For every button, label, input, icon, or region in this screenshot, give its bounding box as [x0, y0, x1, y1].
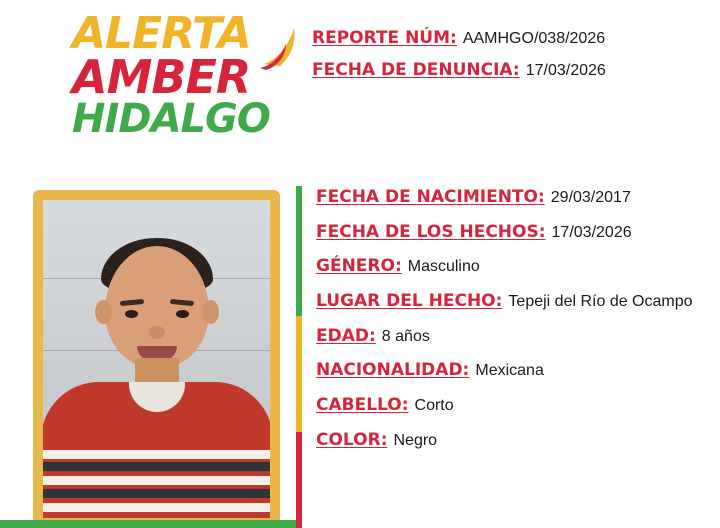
age-label: EDAD:: [316, 325, 376, 346]
report-number-row: [312, 28, 606, 48]
logo-line-alerta: ALERTA: [72, 8, 251, 59]
color-value: Negro: [393, 431, 438, 449]
report-info: [312, 28, 606, 92]
missing-person-photo: [43, 200, 270, 518]
amber-alert-logo: [72, 8, 292, 142]
details-list: [316, 188, 712, 466]
report-date-value: 17/03/2026: [525, 62, 606, 79]
photo-eye-right: [176, 310, 189, 318]
photo-ear-left: [95, 300, 112, 324]
logo-line-hidalgo: HIDALGO: [72, 95, 270, 142]
birthdate-value: 29/03/2017: [550, 189, 631, 206]
photo-sweater-stripe: [43, 462, 270, 471]
age-value: 8 años: [381, 327, 430, 345]
detail-row-incident-date: [316, 223, 712, 242]
report-number-label: REPORTE NÚM:: [312, 28, 457, 48]
nationality-label: NACIONALIDAD:: [316, 360, 470, 381]
birthdate-label: FECHA DE NACIMIENTO:: [316, 187, 545, 207]
incident-date-label: FECHA DE LOS HECHOS:: [316, 221, 546, 242]
photo-sweater-stripe: [43, 489, 270, 498]
detail-row-nationality: [316, 361, 712, 380]
photo-eye-left: [125, 310, 138, 318]
color-label: COLOR:: [316, 429, 388, 450]
bottom-green-bar: [0, 520, 296, 528]
logo-line-amber: AMBER: [72, 50, 251, 105]
detail-row-gender: [316, 257, 712, 276]
photo-sweater-stripe: [43, 450, 270, 459]
gender-label: GÉNERO:: [316, 256, 402, 277]
poster-header: [0, 0, 720, 170]
photo-sweater-stripe: [43, 503, 270, 512]
swoosh-icon: [258, 24, 304, 70]
place-value: Tepeji del Río de Ocampo: [508, 293, 693, 311]
place-label: LUGAR DEL HECHO:: [316, 291, 503, 312]
nationality-value: Mexicana: [475, 362, 544, 380]
gender-value: Masculino: [407, 258, 480, 276]
photo-nose: [149, 326, 165, 339]
photo-ear-right: [202, 300, 219, 324]
incident-date-value: 17/03/2026: [551, 223, 632, 241]
detail-row-place: [316, 292, 712, 311]
report-number-value: AAMHGO/038/2026: [462, 30, 606, 47]
detail-row-age: [316, 327, 712, 346]
hair-label: CABELLO:: [316, 395, 409, 416]
report-date-row: [312, 60, 606, 80]
detail-row-color: [316, 431, 712, 450]
photo-frame: [33, 190, 280, 528]
detail-row-hair: [316, 396, 712, 415]
report-date-label: FECHA DE DENUNCIA:: [312, 60, 520, 80]
photo-sweater-stripe: [43, 476, 270, 485]
tricolor-divider: [296, 186, 302, 528]
hair-value: Corto: [414, 397, 454, 415]
detail-row-birthdate: [316, 188, 712, 207]
